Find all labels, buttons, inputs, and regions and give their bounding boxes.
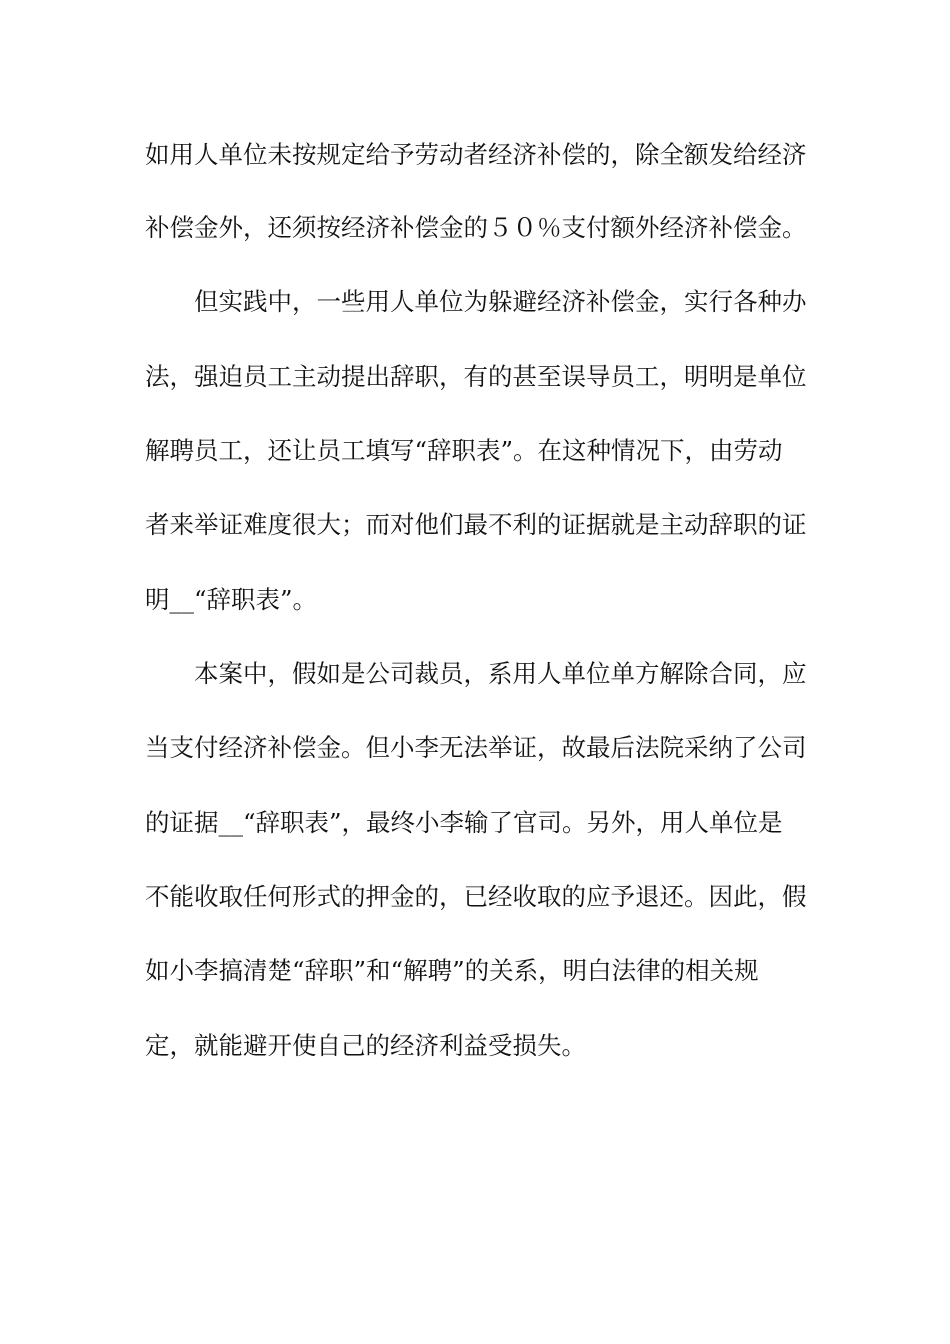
text-line-12: 如小李搞清楚“辞职”和“解聘”的关系，明白法律的相关规: [145, 956, 759, 985]
text-line-5: 解聘员工，还让员工填写“辞职表”。在这种情况下，由劳动: [145, 436, 783, 465]
text-line-3: 但实践中，一些用人单位为躲避经济补偿金，实行各种办: [194, 287, 807, 316]
text-line-9: 当支付经济补偿金。但小李无法举证，故最后法院采纳了公司: [145, 733, 807, 762]
text-line-10: 的证据__“辞职表”，最终小李输了官司。另外，用人单位是: [145, 808, 783, 837]
text-line-4: 法，强迫员工主动提出辞职，有的甚至误导员工，明明是单位: [145, 362, 807, 391]
text-line-6: 者来举证难度很大；而对他们最不利的证据就是主动辞职的证: [145, 510, 807, 539]
text-line-2: 补偿金外，还须按经济补偿金的５０％支付额外经济补偿金。: [145, 213, 807, 242]
text-line-8: 本案中，假如是公司裁员，系用人单位单方解除合同，应: [194, 659, 807, 688]
text-line-11: 不能收取任何形式的押金的，已经收取的应予退还。因此，假: [145, 882, 807, 911]
text-line-1: 如用人单位未按规定给予劳动者经济补偿的，除全额发给经济: [145, 140, 807, 169]
text-line-7: 明__“辞职表”。: [145, 585, 318, 614]
text-line-13: 定，就能避开使自己的经济利益受损失。: [145, 1031, 586, 1060]
